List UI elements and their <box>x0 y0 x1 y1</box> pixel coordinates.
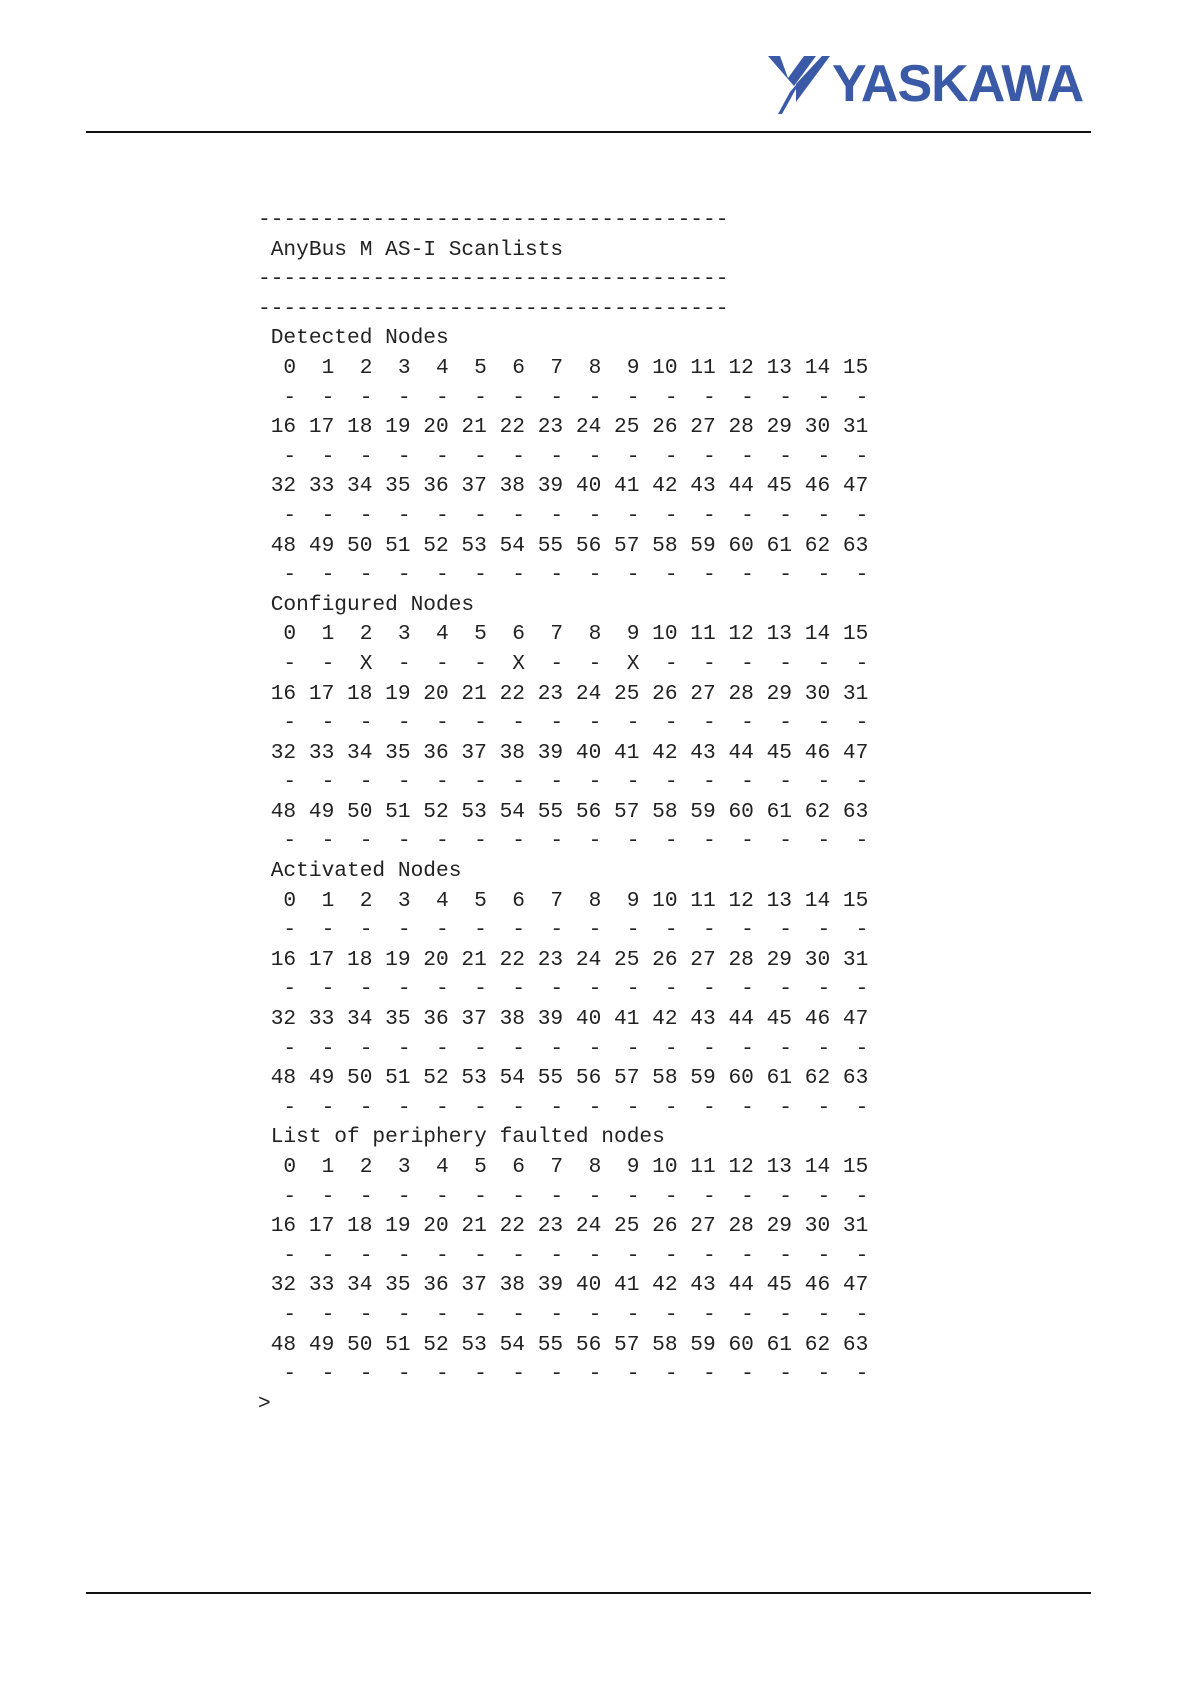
yaskawa-logo <box>766 52 1096 118</box>
terminal-line: 0 1 2 3 4 5 6 7 8 9 10 11 12 13 14 15 <box>258 622 869 647</box>
terminal-line: > <box>258 1391 271 1416</box>
terminal-line: 0 1 2 3 4 5 6 7 8 9 10 11 12 13 14 15 <box>258 888 869 913</box>
terminal-line: 16 17 18 19 20 21 22 23 24 25 26 27 28 29 30 31 <box>258 681 869 706</box>
terminal-line: - - - - - - - - - - - - - - - - <box>258 385 869 410</box>
terminal-line: 48 49 50 51 52 53 54 55 56 57 58 59 60 61 62 63 <box>258 1066 869 1091</box>
terminal-line: - - - - - - - - - - - - - - - - <box>258 1362 869 1387</box>
terminal-line: - - X - - - X - - X - - - - - - <box>258 651 869 676</box>
header-rule <box>86 131 1091 133</box>
terminal-line: Detected Nodes <box>258 326 449 351</box>
footer-rule <box>86 1592 1091 1594</box>
terminal-line: Configured Nodes <box>258 592 475 617</box>
terminal-line: - - - - - - - - - - - - - - - - <box>258 1302 869 1327</box>
terminal-line: 32 33 34 35 36 37 38 39 40 41 42 43 44 45 46 47 <box>258 474 869 499</box>
terminal-line: ------------------------------------- <box>258 296 729 321</box>
terminal-line: 32 33 34 35 36 37 38 39 40 41 42 43 44 45 46 47 <box>258 1007 869 1032</box>
yaskawa-logo-icon <box>766 52 832 118</box>
terminal-line: - - - - - - - - - - - - - - - - <box>258 1095 869 1120</box>
terminal-line: - - - - - - - - - - - - - - - - <box>258 563 869 588</box>
terminal-line: - - - - - - - - - - - - - - - - <box>258 977 869 1002</box>
terminal-line: - - - - - - - - - - - - - - - - <box>258 503 869 528</box>
terminal-line: ------------------------------------- <box>258 267 729 292</box>
terminal-line: 48 49 50 51 52 53 54 55 56 57 58 59 60 61 62 63 <box>258 533 869 558</box>
terminal-line: - - - - - - - - - - - - - - - - <box>258 829 869 854</box>
terminal-line: - - - - - - - - - - - - - - - - <box>258 1036 869 1061</box>
terminal-line: 16 17 18 19 20 21 22 23 24 25 26 27 28 29 30 31 <box>258 947 869 972</box>
terminal-line: - - - - - - - - - - - - - - - - <box>258 1243 869 1268</box>
terminal-line: 0 1 2 3 4 5 6 7 8 9 10 11 12 13 14 15 <box>258 1155 869 1179</box>
terminal-line: - - - - - - - - - - - - - - - - <box>258 770 869 795</box>
terminal-line: - - - - - - - - - - - - - - - - <box>258 711 869 736</box>
terminal-line: - - - - - - - - - - - - - - - - <box>258 918 869 943</box>
terminal-line: Activated Nodes <box>258 859 462 884</box>
terminal-line: AnyBus M AS-I Scanlists <box>258 237 564 262</box>
terminal-line: 0 1 2 3 4 5 6 7 8 9 10 11 12 13 14 15 <box>258 355 869 380</box>
terminal-line: 16 17 18 19 20 21 22 23 24 25 26 27 28 29 30 31 <box>258 1214 869 1239</box>
terminal-line: 32 33 34 35 36 37 38 39 40 41 42 43 44 45 46 47 <box>258 1273 869 1298</box>
logo-wordmark: YASKAWA <box>832 55 1084 113</box>
terminal-line: 32 33 34 35 36 37 38 39 40 41 42 43 44 45 46 47 <box>258 740 869 765</box>
terminal-line: List of periphery faulted nodes <box>258 1125 665 1150</box>
terminal-line: 48 49 50 51 52 53 54 55 56 57 58 59 60 61 62 63 <box>258 1332 869 1357</box>
terminal-line: - - - - - - - - - - - - - - - - <box>258 444 869 469</box>
terminal-line: 48 49 50 51 52 53 54 55 56 57 58 59 60 61 62 63 <box>258 799 869 824</box>
terminal-line: ------------------------------------- <box>258 208 729 232</box>
scanlist-terminal-output <box>258 206 868 1419</box>
terminal-line: 16 17 18 19 20 21 22 23 24 25 26 27 28 29 30 31 <box>258 415 869 440</box>
terminal-line: - - - - - - - - - - - - - - - - <box>258 1184 869 1209</box>
